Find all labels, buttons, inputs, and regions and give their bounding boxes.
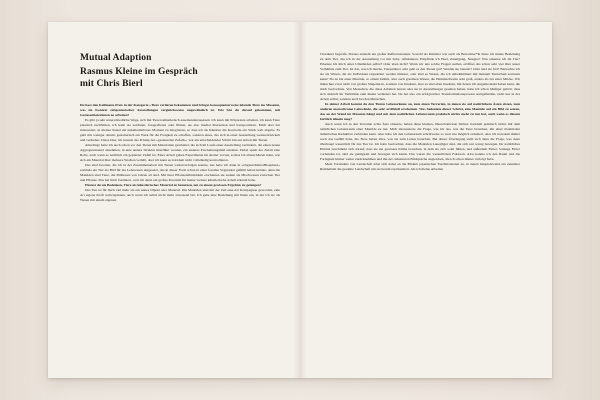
paragraph: Du hast den Kallmann-Preis in der Kategorie »Tiere verlieren bekommen und bringst konsequenterweise lebende Tiere ins Museum, was im Kontext zeitgenössischer Ausstellungen vergleichsweise ungewöhnlich ist. Wie bist du darauf gekommen, mit Gottesanbeterinnen zu arbeiten? [80, 102, 280, 117]
magazine-spread [48, 22, 552, 378]
paragraph: Auch wenn ich in den Terrarien echte Äste einsetze, haben diese kleinen, überschaubaren Welten trotzdem praktisch nichts mit dem natürlichen Lebensraum einer Mantide zu tun. Mich interessierte die Frage, wie ich das, was die Tiere brauchen, mit einer maximalen ästhetischen Reduktion verbinden kann. Also habe ich den Lebensraum schrittweise so weit wie möglich reduziert, dass ich trotzdem immer noch das Gefühl habe, die Tiere haben alles, was sie zum Leben brauchen. Bei dieser Überlegung stellt sich dann die Frage, was denn überhaupt wesentlich für das Tier ist. Ich hatte beobachtet, dass die Mantiden Lauerjäger sind, die sich nur wenig bewegen. Ihr natürliches Habitat beschränkt sich darauf, dass sie ein gewisses Klima brauchen, in dem sie sich wohl fühlen, und außerdem Futter. Solange Futter vorhanden ist, sind sie genügsam und bewegen sich kaum. Das waren die wesentlichen Faktoren. Alos konnte ich den Raum und die Farbigkeit immer weiter zurücknehmen und ihn der reduzierten Bildsprache angleichen, die ich schon immer verfolgt habe. [320, 122, 520, 161]
paragraph: Hattest du nie Bedenken, Tiere als künstlerisches Material zu benutzen, um zu einem gewissen Ergebnis zu gelangen? [85, 182, 262, 187]
article-title-block [80, 52, 280, 91]
page-right [300, 22, 552, 378]
article-title-line-1: Mutual Adaption [80, 53, 152, 63]
paragraph: Allerdings hatte ich auch schon vor den Tieren mit Materialien gearbeitet, die sich im Laufe einer Ausstellung verändern, die einen neuen Aggregatzustand annehmen, in eine andere Struktur überführt werden, ein anderes Erscheinungsbild erhalten. Dabei spielt der Zufall eine Rolle, auch wenn es natürlich ein geplanter Zufall ist. Einer Arbeit gehen Experimente im Atelier voraus, sodass ich abzuschätzen kann, wie sich ein Material über mehrere Wochen verhält, aber ich kann es trotzdem nicht vollständig kontrollieren. [80, 142, 280, 162]
paragraph: Mein Vorstndnis von Landschaft lebst sich dabei an die Bildern japanischen Taschmalereien an, in denen beispielsweise ein einzelner Rumhabaln die gesamte Landschaft um sie herum repräsentiert. Als ich meine Arbeiten [320, 162, 520, 171]
article-title-line-2: Rasmus Kleine im Gespräch [80, 66, 198, 77]
paragraph: Das sind facetten, die ich in der Zusammenarbeit mit Tieren weiterverfolgen konnte, zuz habe ich dann in »OrganicMatterBiosphere« erstmals ein Tier als Bild für ein Lebewesen eingesetzt, das in dieser Form schon in einer fossilen Vegetation gefühlt haben könnte, denn die Mantiden sind Tiere, die Millionen von Jahren alt sind. Mir ihrer Pflanzenähnlichkeit erscheinen sie zudem als Mischwesen zwischen Tier und Pflanze. Das hat mich fasziniert, weil ich darin ein großes Potential für meine weitere künstlerische Arbeit erkannt habe. [80, 162, 280, 182]
paragraph: Charakter begreife. Daraus entsteht ein großer Reflexionsraum. Sowohl als Künstler wie auch als Betrachter*in muss ich meine Beziehung zu dem Tier, das ich in der Ausstellung vor mir habe, reflektieren. Empfinde ich Ekel, Zuneigung, Neugier? Was erkenne ich im Tier? Erkenne ich mich unter Umständen selbst? Oder eben nicht? Wenn wir uns solche Fragen stellen, eröffnet das schon sehr viel über unser Verhältnis zum Tier. Ist das, was ich mache, Tierquälerei oder geht es den Tieren gut? Werden sie benutzt? Oder sind sie frei? Bernachte ich sie als Wesen, die als Individuen respektiert werden müssen, oder sind es Wesen, die ich unbekümmert mit meinem Turnschuh zertreten kann? Da ist bei einer Mantide, so einem Iaölim, aber auch grazilsen Wesen, die Hemmschwelle sehr groß, anders als bei einer Mücke. Wir müen hier zwar nicht von großen Singetieren, sondern von Insekten, aber es sind eben Insekten, mit denen ich Augenkontakt haben kann, die mich beobachten. Von Menschen, die diese Arbeiten bereut oder sie in Ausstellungen gesehen haben, habe ich schon häufiger gehört, dass sich dadurch ihr Verhältnis zum Insekt verändert hat. Da hat also ein erfolgreicher Transformationsprozess stattgefunden, nicht nur in der Arbeit selbst, sondern auch bei den Menschen. [320, 52, 520, 101]
page-left [48, 22, 300, 378]
paragraph: Das Tier ist für mich viel mehr als ein reines Objekt oder Material. Die Mantiden sind mit der Zeit eine Art Kompagnon geworden, eine Art eigene Kraft weiterspinnen, auch wenn ich selbst nicht mehr anwesend bin. Ich gehe eine Beziehung mit ihnen ein, in der ich sie als Wesen mit einem eigenen [80, 187, 280, 202]
article-title-line-3: mit Chris Bierl [80, 79, 143, 89]
left-text-column [80, 103, 280, 203]
right-text-column [320, 52, 520, 172]
paragraph: Es gibt ja sehr unterschiedliche Wege, sich mit Tieren künstlerisch auseinanderzusetzen: Ich kann mit Präparaten arbeiten, ich kann Tiere plastisch nachbilden, ich kann sie zeichnen, fotografieren oder filmen, sie also medial übersetzen und transportieren. Mich aber hat interessiert, in meiner Kunst ein unkalkulierbares Moment zu integrieren, so dass ich als Künstler die Kontrolle ein Stück weit abgebe. Es geht mir weniger darum, gestalterisch ein Werk für die Ewigkeit zu schaffen, sondern eines, das sich in einer Ausstellung weiterentwickelt und verändert. Diese Idee, im Grunde das Prinzip des »gesteuerten Zufalls«, war ein entscheidender Schritt hin zur Arbeit mit Tieren. [80, 117, 280, 142]
paragraph: In deiner Arbeit kommt du den Tieren Lebensräume an, zum einen Terrarien, in denen sie auf natürlichem Ästen sitzen, zum anderen monochrome Leinwände, die sehr artifiziell erscheinen. Was bedeutete dieser Schritt, eine Mantide auf ein Bild zu setzen, das an der Wand im Museum hängt und mit dem natürlichen Lebensraum praktisch nichts mehr zu tun hat, auch wenn es diesem farblich ähneln mag? [320, 102, 520, 121]
